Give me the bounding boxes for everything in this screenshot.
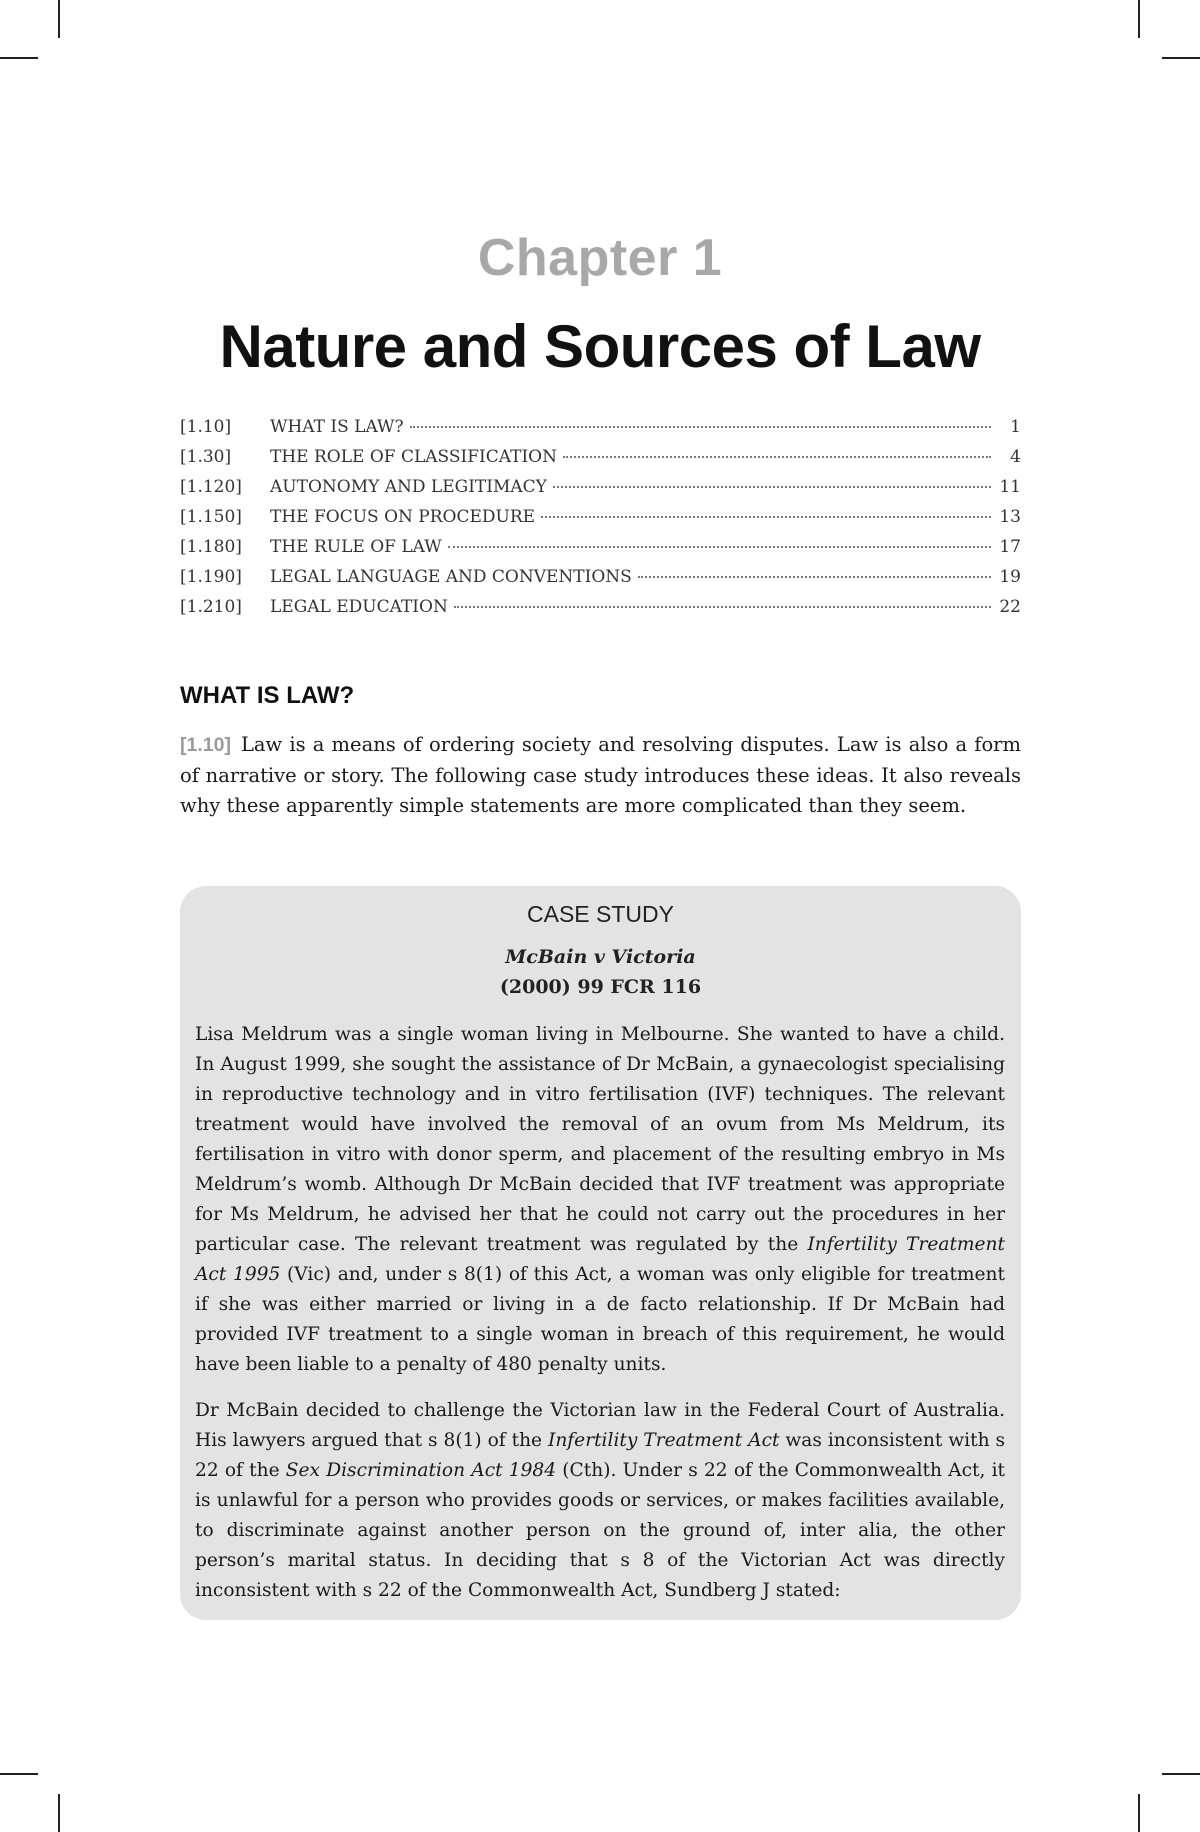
chapter-title: Nature and Sources of Law <box>219 313 981 380</box>
case-study-body <box>195 1020 1005 1622</box>
toc-entry-title: THE RULE OF LAW <box>270 537 442 557</box>
toc-dot-leader <box>541 516 991 518</box>
toc-dot-leader <box>410 426 991 428</box>
case-study-heading: CASE STUDY <box>527 901 674 927</box>
crop-mark <box>1162 57 1200 59</box>
crop-mark <box>0 57 38 59</box>
case-paragraph-text: Dr McBain decided to challenge the Victorian law in the Federal Court of Australia. His lawyers argued that s 8(1) of the <box>195 1400 1005 1451</box>
toc-entry-page: 13 <box>999 507 1021 527</box>
case-paragraph-text: (Vic) and, under s 8(1) of this Act, a woman was only eligible for treatment if she was either married or living in a de facto relationship. If Dr McBain had provided IVF treatment to a single woman in breach of this requirement, he would have been liable to a penalty of 480 penalty units. <box>195 1264 1006 1375</box>
crop-mark <box>1138 1794 1140 1832</box>
toc-dot-leader <box>553 486 991 488</box>
toc-entry-page: 11 <box>999 477 1021 497</box>
toc-entry-page: 22 <box>999 597 1021 617</box>
toc-entry[interactable] <box>180 567 1021 597</box>
toc-dot-leader <box>563 456 991 458</box>
section-heading: WHAT IS LAW? <box>180 682 355 709</box>
toc-entry[interactable] <box>180 507 1021 537</box>
toc-entry[interactable] <box>180 447 1021 477</box>
toc-dot-leader <box>638 576 991 578</box>
case-citation: (2000) 99 FCR 116 <box>499 976 702 998</box>
crop-mark <box>0 1773 38 1775</box>
toc-entry-number: [1.180] <box>180 537 242 557</box>
toc-entry-title: WHAT IS LAW? <box>270 417 404 437</box>
toc-entry-page: 1 <box>1010 417 1021 437</box>
paragraph-number: [1.10] <box>180 734 231 756</box>
toc-entry-number: [1.210] <box>180 597 242 617</box>
crop-mark <box>1162 1773 1200 1775</box>
toc-entry-title: THE ROLE OF CLASSIFICATION <box>270 447 557 467</box>
toc-entry-number: [1.30] <box>180 447 232 467</box>
crop-mark <box>1138 0 1140 38</box>
toc-entry-number: [1.190] <box>180 567 242 587</box>
case-name: McBain v Victoria <box>505 946 696 968</box>
toc-entry-page: 17 <box>999 537 1021 557</box>
act-title: Infertility Treatment Act 1995 <box>195 1234 1005 1285</box>
toc-entry-number: [1.120] <box>180 477 242 497</box>
toc-entry-title: THE FOCUS ON PROCEDURE <box>270 507 536 527</box>
intro-paragraph-text: Law is a means of ordering society and resolving disputes. Law is also a form of narrative or story. The following case study introduces these ideas. It also reveals why these apparently simple statements are more complicated than they seem. <box>180 733 1021 817</box>
toc-entry[interactable] <box>180 477 1021 507</box>
toc-entry-title: AUTONOMY AND LEGITIMACY <box>270 477 547 497</box>
toc-entry-number: [1.10] <box>180 417 232 437</box>
case-paragraph <box>195 1020 1005 1380</box>
toc-entry[interactable] <box>180 597 1021 627</box>
crop-mark <box>58 1794 60 1832</box>
toc-entry-number: [1.150] <box>180 507 242 527</box>
toc-entry-page: 19 <box>999 567 1021 587</box>
toc-dot-leader <box>448 546 991 548</box>
toc-entry-page: 4 <box>1010 447 1021 467</box>
toc-entry[interactable] <box>180 537 1021 567</box>
case-paragraph-text: was inconsistent with s 22 of the <box>195 1430 1006 1481</box>
table-of-contents <box>180 417 1021 627</box>
toc-entry-title: LEGAL EDUCATION <box>270 597 448 617</box>
act-title: Sex Discrimination Act 1984 <box>285 1460 557 1481</box>
case-paragraph-text: Lisa Meldrum was a single woman living in Melbourne. She wanted to have a child. In August 1999, she sought the assistance of Dr McBain, a gynaecologist specialising in reproductive technology and in vitro fertilisation (IVF) techniques. The relevant treatment would have involved the removal of an ovum from Ms Meldrum, its fertilisation in vitro with donor sperm, and placement of the resulting embryo in Ms Meldrum’s womb. Although Dr McBain decided that IVF treatment was appropriate for Ms Meldrum, he advised her that he could not carry out the procedures in her particular case. The relevant treatment was regulated by the <box>195 1024 1005 1255</box>
chapter-label: Chapter 1 <box>477 229 723 287</box>
toc-entry[interactable] <box>180 417 1021 447</box>
case-paragraph <box>195 1396 1005 1606</box>
crop-mark <box>58 0 60 38</box>
toc-entry-title: LEGAL LANGUAGE AND CONVENTIONS <box>270 567 632 587</box>
case-study-box <box>180 886 1021 1620</box>
intro-paragraph <box>180 730 1021 822</box>
act-title: Infertility Treatment Act <box>547 1430 780 1451</box>
toc-dot-leader <box>454 606 991 608</box>
case-paragraph-text: (Cth). Under s 22 of the Commonwealth Act, it is unlawful for a person who provides goods or services, or makes facilities available, to discriminate against another person on the ground of, inter alia, the other person’s marital status. In deciding that s 8 of the Victorian Act was directly inconsistent with s 22 of the Commonwealth Act, Sundberg J stated: <box>195 1460 1006 1601</box>
